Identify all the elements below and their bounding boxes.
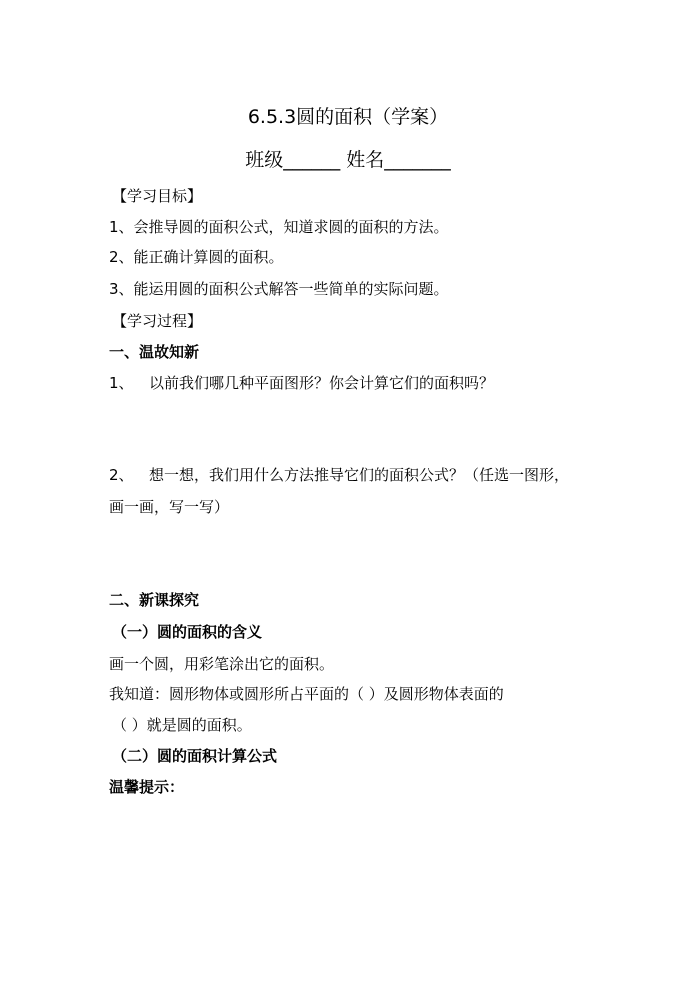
part1-heading: （一）圆的面积的含义 xyxy=(112,623,263,641)
part1-line-3: （ ）就是圆的面积。 xyxy=(112,716,252,734)
question-1-number: 1、 xyxy=(109,374,134,392)
part1-line-2: 我知道：圆形物体或圆形所占平面的（ ）及圆形物体表面的 xyxy=(109,685,504,703)
process-heading: 【学习过程】 xyxy=(112,312,203,330)
objective-item-3: 3、能运用圆的面积公式解答一些简单的实际问题。 xyxy=(109,280,449,298)
objective-item-1: 1、会推导圆的面积公式，知道求圆的面积的方法。 xyxy=(109,218,449,236)
page-title: 6.5.3圆的面积（学案） xyxy=(247,106,449,128)
part1-line-1: 画一个圆，用彩笔涂出它的面积。 xyxy=(109,655,335,673)
part2-heading: （二）圆的面积计算公式 xyxy=(112,747,278,765)
section2-heading: 二、新课探究 xyxy=(109,591,200,609)
question-2-number: 2、 xyxy=(109,466,134,484)
section1-heading: 一、温故知新 xyxy=(109,343,200,361)
class-name-line: 班级______ 姓名_______ xyxy=(245,149,451,171)
question-2-text: 想一想，我们用什么方法推导它们的面积公式？（任选一图形， xyxy=(149,466,570,484)
objective-item-2: 2、能正确计算圆的面积。 xyxy=(109,248,284,266)
question-1-text: 以前我们哪几种平面图形？你会计算它们的面积吗？ xyxy=(149,374,495,392)
warm-tip-label: 温馨提示： xyxy=(109,778,185,796)
question-2-continuation: 画一画，写一写） xyxy=(109,498,230,516)
question-1 xyxy=(109,373,494,393)
question-2 xyxy=(109,465,569,485)
objectives-heading: 【学习目标】 xyxy=(112,187,203,205)
